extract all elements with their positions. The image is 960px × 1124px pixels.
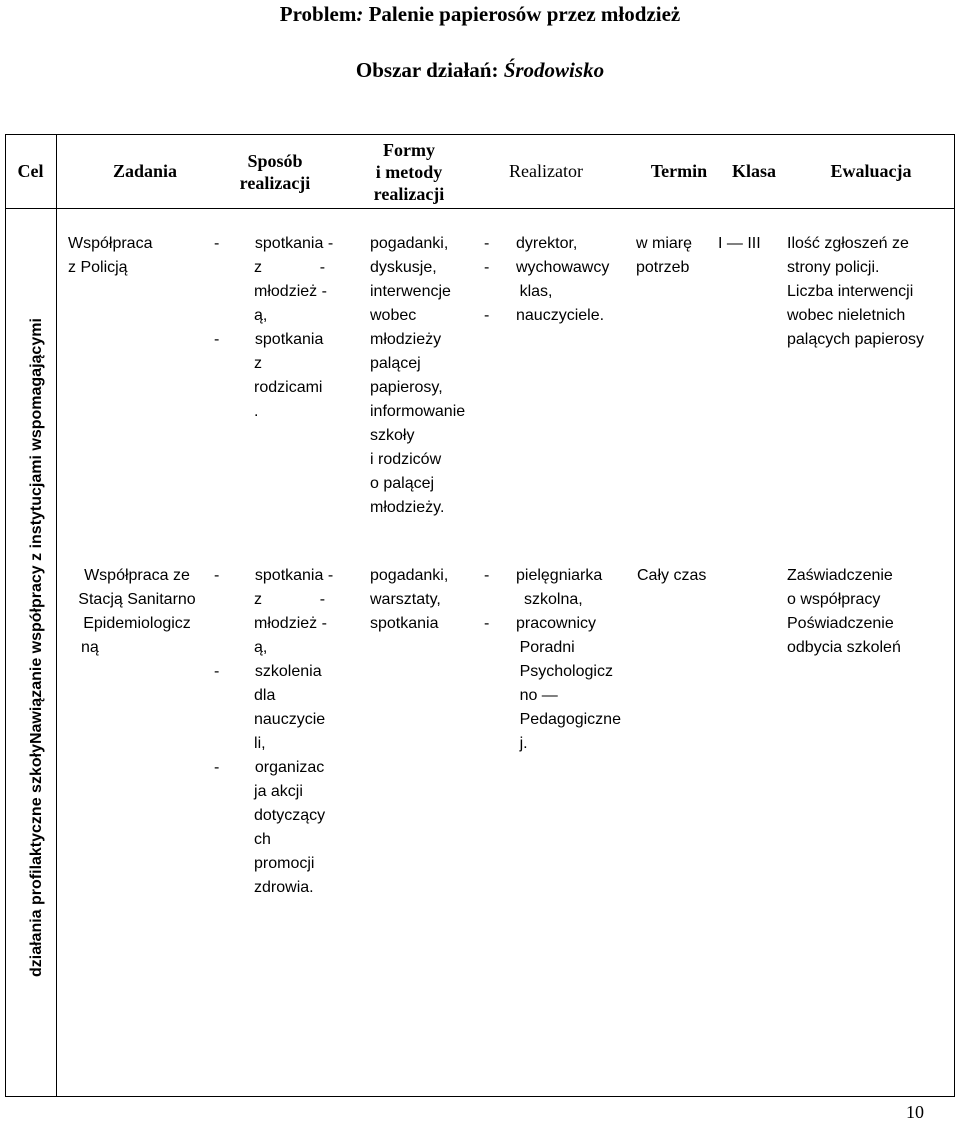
row1-formy <box>370 232 465 520</box>
list-item: no — <box>484 687 558 704</box>
list-item: z - <box>214 259 326 276</box>
list-item: Epidemiologicz <box>83 615 191 632</box>
header-termin: Termin <box>650 161 708 181</box>
list-item: dla <box>214 687 276 704</box>
list-item: z - <box>214 591 326 608</box>
page-number: 10 <box>906 1102 924 1122</box>
row2-zadania <box>62 564 212 660</box>
header-sposob <box>225 150 325 194</box>
list-item: - dyrektor, <box>484 235 578 252</box>
row1-ewaluacja <box>787 232 924 352</box>
list-item: dyskusje, <box>370 259 437 276</box>
row1-termin <box>636 232 692 280</box>
list-item: ch <box>214 831 271 848</box>
list-item: młodzieży. <box>370 499 445 516</box>
list-item: wobec <box>370 307 417 324</box>
list-item: Pedagogiczne <box>484 711 621 728</box>
list-item: klas, <box>484 283 553 300</box>
list-item: młodzież - <box>214 283 327 300</box>
row1-realizator <box>484 232 609 328</box>
list-item: ą, <box>214 639 268 656</box>
header-zadania: Zadania <box>112 161 178 181</box>
list-item: z Policją <box>68 259 128 276</box>
list-item: odbycia szkoleń <box>787 639 901 656</box>
list-item: papierosy, <box>370 379 443 396</box>
cel-vertical-line1: działania profilaktyczne szkoły <box>28 744 45 977</box>
list-item: szkoły <box>370 427 415 444</box>
title-rest: Palenie papierosów przez młodzież <box>363 2 681 26</box>
list-item: dotyczący <box>214 807 326 824</box>
list-item: Współpraca <box>68 235 153 252</box>
header-sposob-line2: realizacji <box>239 173 311 193</box>
list-item: palącej <box>370 355 421 372</box>
list-item: rodzicami <box>214 379 323 396</box>
title-prefix: Problem <box>279 2 357 26</box>
row1-zadania <box>68 232 152 280</box>
title-colon: : <box>356 2 364 26</box>
page-title <box>0 2 960 27</box>
row2-realizator <box>484 564 621 756</box>
header-ewaluacja: Ewaluacja <box>830 161 912 181</box>
list-item: - spotkania <box>214 331 324 348</box>
list-item: Stacją Sanitarno <box>78 591 196 608</box>
list-item: - szkolenia <box>214 663 322 680</box>
cel-vertical-text <box>28 318 46 977</box>
list-item: zdrowia. <box>214 879 314 896</box>
list-item: Psychologicz <box>484 663 613 680</box>
list-item: - nauczyciele. <box>484 307 605 324</box>
list-item: informowanie <box>370 403 466 420</box>
list-item: wobec nieletnich <box>787 307 906 324</box>
area-subtitle <box>0 58 960 83</box>
list-item: - pielęgniarka <box>484 567 603 584</box>
list-item: promocji <box>214 855 315 872</box>
header-klasa: Klasa <box>731 161 776 181</box>
subtitle-value: Środowisko <box>503 58 605 82</box>
header-realizator: Realizator <box>509 161 583 181</box>
list-item: Ilość zgłoszeń ze <box>787 235 909 252</box>
list-item: palących papierosy <box>787 331 924 348</box>
list-item: młodzieży <box>370 331 442 348</box>
row2-sposob <box>214 564 333 900</box>
header-formy <box>350 139 468 205</box>
row2-formy <box>370 564 448 636</box>
row2-ewaluacja <box>787 564 901 660</box>
list-item: o palącej <box>370 475 435 492</box>
row2-termin <box>637 564 706 588</box>
list-item: i rodziców <box>370 451 442 468</box>
list-item: Cały czas <box>637 567 707 584</box>
list-item: - organizac <box>214 759 325 776</box>
cel-vertical-line2: Nawiązanie współpracy z instytucjami wspomagającymi <box>28 318 45 745</box>
subtitle-prefix: Obszar działań: <box>355 58 504 82</box>
list-item: j. <box>484 735 528 752</box>
list-item: - pracownicy <box>484 615 597 632</box>
list-item: pogadanki, <box>370 567 449 584</box>
list-item: I — III <box>718 235 761 252</box>
header-sposob-line1: Sposób <box>247 151 303 171</box>
header-formy-line1: Formy <box>383 140 435 160</box>
list-item: Liczba interwencji <box>787 283 914 300</box>
list-item: - spotkania - <box>214 235 334 252</box>
row1-sposob <box>214 232 333 424</box>
list-item: ą, <box>214 307 268 324</box>
list-item: z <box>214 355 263 372</box>
row1-klasa <box>718 232 761 256</box>
header-cel: Cel <box>17 161 44 181</box>
list-item: ja akcji <box>214 783 303 800</box>
list-item: . <box>214 403 259 420</box>
list-item: młodzież - <box>214 615 327 632</box>
list-item: potrzeb <box>636 259 690 276</box>
list-item: o współpracy <box>787 591 881 608</box>
list-item: pogadanki, <box>370 235 449 252</box>
list-item: Współpraca ze <box>84 567 190 584</box>
list-item: warsztaty, <box>370 591 441 608</box>
list-item: - spotkania - <box>214 567 334 584</box>
list-item: Zaświadczenie <box>787 567 893 584</box>
list-item: nauczycie <box>214 711 326 728</box>
list-item: interwencje <box>370 283 451 300</box>
list-item: szkolna, <box>484 591 583 608</box>
list-item: spotkania <box>370 615 439 632</box>
list-item: Poświadczenie <box>787 615 894 632</box>
list-item: - wychowawcy <box>484 259 610 276</box>
list-item: ną <box>81 639 99 656</box>
header-formy-line3: realizacji <box>373 184 445 204</box>
header-formy-line2: i metody <box>375 162 443 182</box>
list-item: Poradni <box>484 639 575 656</box>
list-item: li, <box>214 735 266 752</box>
list-item: w miarę <box>636 235 693 252</box>
list-item: strony policji. <box>787 259 880 276</box>
